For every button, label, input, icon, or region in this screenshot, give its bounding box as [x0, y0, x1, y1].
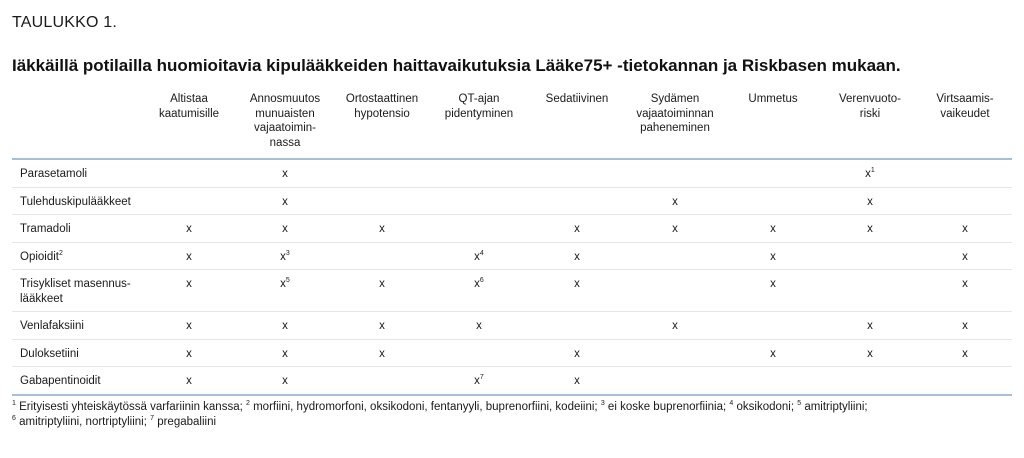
table-cell: x — [822, 187, 918, 215]
table-cell: $x^5$ — [236, 270, 334, 312]
table-cell: x — [430, 312, 528, 340]
drug-name: Tulehduskipulääkkeet — [12, 187, 142, 215]
table-cell: x — [918, 215, 1012, 243]
table-cell — [724, 159, 822, 187]
header-corner — [12, 92, 142, 159]
adverse-effects-table — [12, 92, 1012, 396]
drug-name: Tramadoli — [12, 215, 142, 243]
column-header: Annosmuutos munuaisten vajaatoimin- nassa — [236, 92, 334, 159]
table-cell — [626, 242, 724, 270]
table-cell: x — [236, 215, 334, 243]
footnote-ref: 3 — [285, 249, 290, 257]
table-cell: x — [724, 339, 822, 367]
table-cell: x — [528, 215, 626, 243]
table-cell: x — [822, 339, 918, 367]
table-cell — [430, 159, 528, 187]
table-row — [12, 312, 1012, 340]
table-cell: x — [142, 215, 236, 243]
table-cell — [724, 187, 822, 215]
table-row — [12, 159, 1012, 187]
table-cell: x — [142, 312, 236, 340]
table-label: TAULUKKO 1. — [12, 14, 118, 31]
footnote: $^7$ pregabaliini — [150, 415, 217, 428]
column-header: Sydämen vajaatoiminnan paheneminen — [626, 92, 724, 159]
table-cell: x — [528, 339, 626, 367]
drug-name: Gabapentinoidit — [12, 367, 142, 395]
column-header: Virtsaamis- vaikeudet — [918, 92, 1012, 159]
table-row — [12, 242, 1012, 270]
table-cell — [918, 187, 1012, 215]
column-header: Altistaa kaatumisille — [142, 92, 236, 159]
table-cell: x — [236, 339, 334, 367]
column-header: Verenvuoto- riski — [822, 92, 918, 159]
table-cell: $x^3$ — [236, 242, 334, 270]
footnote: $^3$ ei koske buprenorfiinia; — [600, 400, 730, 413]
table-cell: x — [236, 312, 334, 340]
table-cell: x — [724, 215, 822, 243]
column-header: Ummetus — [724, 92, 822, 159]
drug-name: Opioidit$^2$ — [12, 242, 142, 270]
column-header: Sedatiivinen — [528, 92, 626, 159]
table-row — [12, 367, 1012, 395]
table-cell — [334, 242, 430, 270]
table-cell — [334, 159, 430, 187]
column-header: QT-ajan pidentyminen — [430, 92, 528, 159]
table-cell — [724, 367, 822, 395]
table-cell: x — [626, 312, 724, 340]
table-cell — [430, 187, 528, 215]
table-cell: x — [236, 159, 334, 187]
footnote: $^6$ amitriptyliini, nortriptyliini; — [12, 415, 151, 428]
table-cell — [822, 367, 918, 395]
table-cell: x — [918, 339, 1012, 367]
table-cell — [918, 159, 1012, 187]
table-cell — [528, 159, 626, 187]
table-cell — [430, 339, 528, 367]
footnote-ref: 2 — [59, 249, 63, 257]
table-cell — [626, 159, 724, 187]
drug-name: Duloksetiini — [12, 339, 142, 367]
table-cell: x — [334, 215, 430, 243]
table-row — [12, 187, 1012, 215]
footnote: $^1$ Erityisesti yhteiskäytössä varfariinin kanssa; — [12, 400, 246, 413]
table-row — [12, 339, 1012, 367]
table-cell: x — [918, 242, 1012, 270]
table-cell — [822, 242, 918, 270]
table-row — [12, 215, 1012, 243]
drug-name: Venlafaksiini — [12, 312, 142, 340]
table-cell — [626, 270, 724, 312]
table-cell: x — [918, 270, 1012, 312]
table-cell: x — [334, 339, 430, 367]
footnote-ref: 1 — [870, 167, 875, 174]
table-cell: x — [724, 242, 822, 270]
table-cell — [528, 312, 626, 340]
table-cell: $x^7$ — [430, 367, 528, 395]
footnote-ref: 7 — [479, 374, 484, 381]
table-cell: x — [528, 242, 626, 270]
table-cell: x — [822, 312, 918, 340]
table-cell: x — [822, 215, 918, 243]
table-cell: x — [334, 270, 430, 312]
table-cell: $x^1$ — [822, 159, 918, 187]
footnote: $^5$ amitriptyliini; — [797, 400, 868, 413]
table-cell — [626, 367, 724, 395]
table-cell — [822, 270, 918, 312]
table-cell: x — [918, 312, 1012, 340]
column-header: Ortostaattinen hypotensio — [334, 92, 430, 159]
table-cell: x — [626, 215, 724, 243]
table-cell: x — [142, 242, 236, 270]
drug-name: Parasetamoli — [12, 159, 142, 187]
table-cell: x — [626, 187, 724, 215]
table-cell — [430, 215, 528, 243]
table-title: Iäkkäillä potilailla huomioitavia kipulääkkeiden haittavaikutuksia Lääke75+ -tietokannan ja Riskbasen mukaan. — [12, 56, 901, 75]
table-cell: x — [528, 270, 626, 312]
table-cell: x — [528, 367, 626, 395]
footnote: $^4$ oksikodoni; — [729, 400, 798, 413]
footnote-ref: 4 — [479, 249, 484, 257]
table-cell: x — [724, 270, 822, 312]
footnote-ref: 6 — [479, 277, 484, 284]
table-cell: $x^4$ — [430, 242, 528, 270]
table-cell — [142, 187, 236, 215]
table-cell: x — [142, 270, 236, 312]
footnote: $^2$ morfiini, hydromorfoni, oksikodoni, fentanyyli, buprenorfiini, kodeiini; — [246, 400, 601, 413]
table-cell: x — [236, 187, 334, 215]
table-cell — [918, 367, 1012, 395]
footnote-ref: 5 — [285, 277, 290, 284]
table-cell: x — [334, 312, 430, 340]
table-cell — [724, 312, 822, 340]
table-cell — [334, 367, 430, 395]
drug-name: Trisykliset masennus- lääkkeet — [12, 270, 142, 312]
table-cell: x — [142, 339, 236, 367]
footnotes — [12, 400, 1012, 430]
table-cell: x — [142, 367, 236, 395]
table-cell: $x^6$ — [430, 270, 528, 312]
table-cell: x — [236, 367, 334, 395]
table-row — [12, 270, 1012, 312]
table-cell — [626, 339, 724, 367]
table-cell — [528, 187, 626, 215]
table-cell — [142, 159, 236, 187]
table-header-row — [12, 92, 1012, 159]
table-cell — [334, 187, 430, 215]
